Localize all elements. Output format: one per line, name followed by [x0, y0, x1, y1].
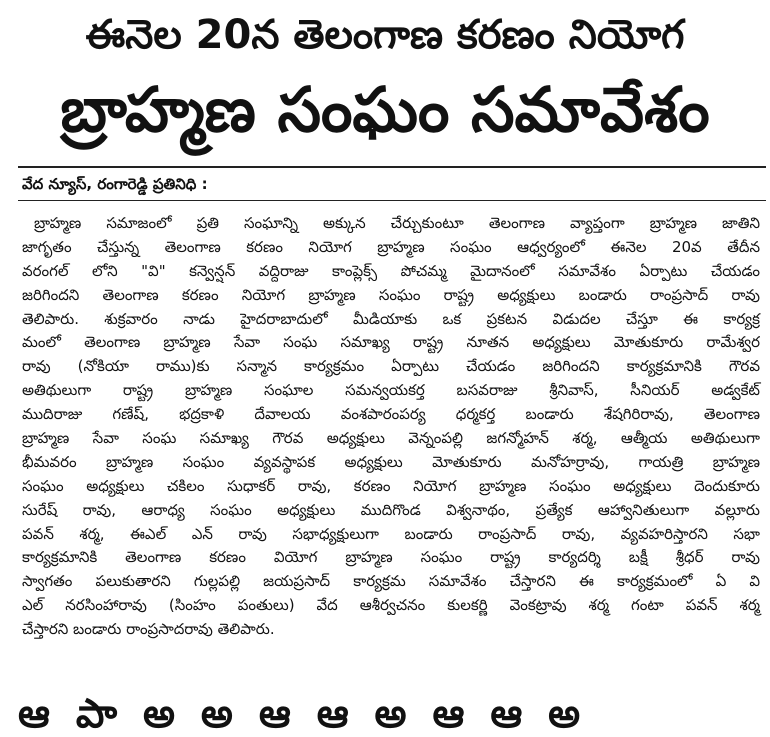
- divider-top: [18, 166, 766, 168]
- body-line: కార్యక్రమానికి తెలంగాణ కరణం వియోగ బ్రాహ్మణ సంఘం రాష్ట్ర కార్యదర్శి బక్షీ శ్రీధర్ రావు: [22, 548, 760, 567]
- body-line: తెలిపారు. శుక్రవారం నాడు హైదరాబాదులో మీడియాకు ఒక ప్రకటన విడుదల చేస్తూ ఈ కార్యక్ర: [22, 309, 760, 328]
- body-line: స్వాగతం పలుకుతారని గుల్లపల్లి జయప్రసాద్ కార్యక్రమ సమావేశం చేస్తారని ఈ కార్యక్రమంలో ఏ వి: [22, 572, 760, 591]
- headline-line-2: బ్రాహ్మణ సంఘం సమావేశం: [60, 73, 710, 146]
- body-line: జాగృతం చేస్తున్న తెలంగాణ కరణం నియోగ బ్రాహ్మణ సంఘం ఆధ్వర్యంలో ఈనెల 20వ తేదీన: [22, 237, 760, 256]
- body-line: వరంగల్ లోని "వి" కన్వెన్షన్ వద్దిరాజు కాంప్లెక్స్ పోచమ్మ మైదానంలో సమావేశం ఏర్పాటు చేయడం: [22, 261, 760, 280]
- body-line: ముదిరాజు గణేష్, భద్రకాళి దేవాలయ వంశపారంపర్య ధర్మకర్త బండారు శేషగిరిరావు, తెలంగాణ: [22, 405, 760, 424]
- next-headline-text: ఆ పా అ అ ఆ ఆ అ ఆ ఆ అ: [18, 691, 587, 737]
- byline: వేద న్యూస్, రంగారెడ్డి ప్రతినిధి :: [22, 175, 208, 193]
- body-line: భీమవరం బ్రాహ్మణ సంఘం వ్యవస్థాపక అధ్యక్షులు మోతుకూరు మనోహర్రావు, గాయత్రి బ్రాహ్మణ: [22, 452, 760, 471]
- body-line: బ్రాహ్మణ సమాజంలో ప్రతి సంఘాన్ని అక్కున చేర్చుకుంటూ తెలంగాణ వ్యాప్తంగా బ్రాహ్మణ జాతిని: [34, 214, 760, 232]
- body-line: మంలో తెలంగాణ బ్రాహ్మణ సేవా సంఘ సమాఖ్య రాష్ట్ర నూతన అధ్యక్షులు మోతుకూరు రామేశ్వర: [22, 333, 760, 352]
- body-line: పవన్ శర్మ, ఈఎల్ ఎన్ రావు సభాధ్యక్షులుగా బండారు రాంప్రసాద్ రావు, వ్యవహరిస్తారని సభా: [22, 524, 760, 543]
- body-line: సంఘం అధ్యక్షులు చకిలం సుధాకర్ రావు, కరణం నియోగ బ్రాహ్మణ సంఘం అధ్యక్షులు దెందుకూరు: [22, 476, 760, 495]
- body-line: రావు (నోకియా రాము)కు సన్మాన కార్యక్రమం ఏర్పాటు చేయడం జరిగిందని కార్యక్రమానికి గౌరవ: [22, 357, 760, 376]
- article-body: [22, 212, 760, 642]
- body-line: అతిథులుగా రాష్ట్ర బ్రాహ్మణ సంఘాల సమన్వయకర్త బసవరాజు శ్రీనివాస్, సీనియర్ అడ్వకేట్: [22, 381, 760, 400]
- next-article-headline-cropped: [18, 691, 758, 737]
- body-line: జరిగిందని తెలంగాణ కరణం నియోగ బ్రాహ్మణ సంఘం రాష్ట్ర అధ్యక్షులు బండారు రాంప్రసాద్ రావు: [22, 285, 760, 304]
- body-line: చేస్తారని బండారు రాంప్రసాదరావు తెలిపారు.: [22, 620, 275, 639]
- body-line: ఎల్ నరసింహారావు (సింహం పంతులు) వేద ఆశీర్వచనం కులకర్ణి వెంకట్రావు శర్మ గంటా పవన్ శర్మ: [22, 596, 760, 615]
- divider-under-byline: [18, 200, 766, 201]
- body-line: సురేష్ రావు, ఆరాధ్య సంఘం అధ్యక్షులు ముదిగొండ విశ్వనాథం, ప్రత్యేక ఆహ్వానితులుగా వల్లూరు: [22, 500, 760, 519]
- headline-line-1: ఈనెల 20న తెలంగాణ కరణం నియోగ: [85, 12, 685, 58]
- body-line: బ్రాహ్మణ సేవా సంఘ సమాఖ్య గౌరవ అధ్యక్షులు వెన్నంపల్లి జగన్మోహన్ శర్మ, ఆత్మీయ అతిథులుగా: [22, 429, 760, 448]
